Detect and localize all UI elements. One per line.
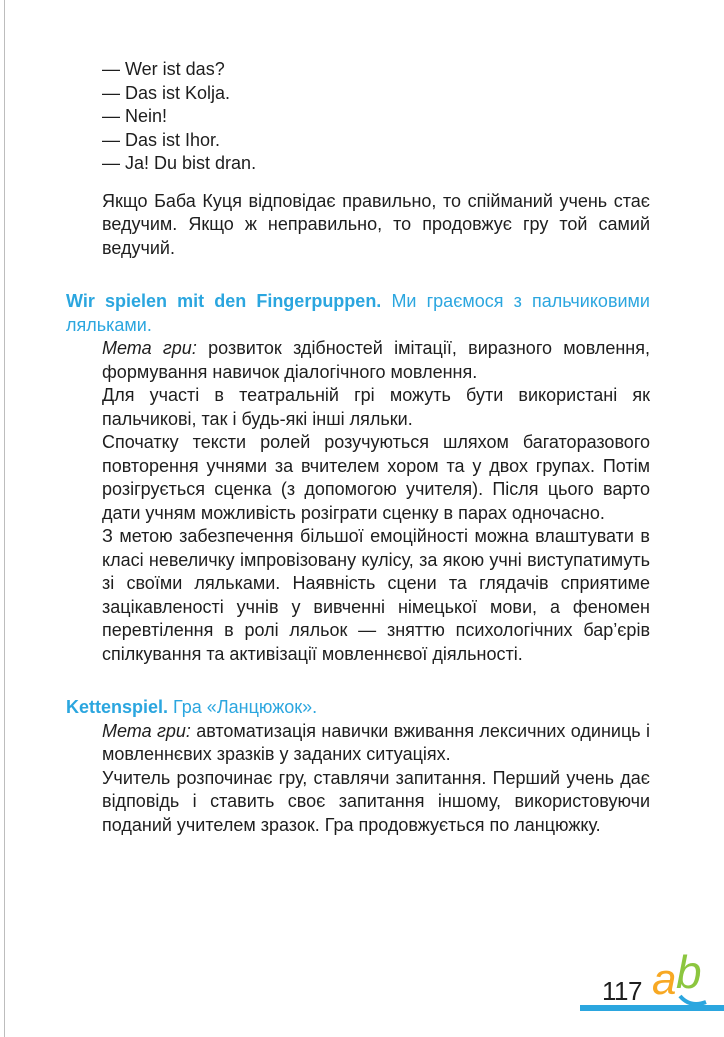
- section1-goal: [102, 337, 650, 384]
- section1-paragraph: З метою забезпечення більшої емоційності можна влаштувати в класі невеличку імпровізовану кулісу, за якою учні виступатимуть зі своїми ляльками. Наявність сцени та глядачів сприятиме зацікавленості учнів у вивченні німецької мови, а феномен перевтілення в ролі ляльок — зняттю психологічних бар’єрів спілкування та активізації мовленнєвої діяльності.: [102, 526, 650, 664]
- page-number: 117: [602, 976, 642, 1006]
- dialogue-line: — Wer ist das?: [102, 59, 225, 79]
- svg-text:a: a: [652, 955, 677, 1004]
- dialogue-line: — Das ist Ihor.: [102, 129, 221, 150]
- section1-heading: [66, 290, 650, 337]
- ab-logo-icon: [650, 946, 724, 1016]
- goal-text: автоматизація навички вживання лексичних одиниць і мовленнєвих зразків у заданих ситуаціях.: [102, 720, 650, 764]
- page-content: [66, 58, 650, 837]
- dialogue-line: — Ja! Du bist dran.: [102, 153, 257, 173]
- section1-paragraph: Спочатку тексти ролей розучуються шляхом багаторазового повторення учнями за вчителем хором та у двох групах. Потім розігрується сценка (з допомогою учителя). Після цього варто дати учням можливість розіграти сценку в парах одночасно.: [102, 432, 650, 523]
- section2-paragraph: Учитель розпочинає гру, ставлячи запитання. Перший учень дає відповідь і ставить своє запитання іншому, використовуючи поданий учителем зразок. Гра продовжується по ланцюжку.: [102, 767, 650, 835]
- dialogue-line: — Das ist Kolja.: [102, 82, 231, 103]
- goal-label: Мета гри:: [102, 720, 191, 741]
- section1-subtitle: Ми граємося з пальчиковими ляльками.: [66, 291, 650, 335]
- page-edge-line: [4, 0, 5, 1037]
- section1-title: Wir spielen mit den Fingerpuppen.: [66, 291, 382, 311]
- section2-goal: [102, 720, 650, 767]
- section1-paragraph: Для участі в театральній грі можуть бути використані як пальчикові, так і будь-які інші ляльки.: [102, 385, 650, 429]
- svg-text:b: b: [676, 946, 702, 998]
- dialogue-line: — Nein!: [102, 106, 168, 126]
- section2-subtitle: Гра «Ланцюжок».: [173, 697, 318, 717]
- section2-title: Kettenspiel.: [66, 697, 169, 717]
- intro-paragraph: Якщо Баба Куця відповідає правильно, то спійманий учень стає ведучим. Якщо ж неправильно, то продовжує гру той самий ведучий.: [102, 190, 650, 258]
- goal-label: Мета гри:: [102, 338, 197, 358]
- goal-text: розвиток здібностей імітації, виразного мовлення, формування навичок діалогічного мовлення.: [102, 338, 650, 382]
- section2-heading: [66, 696, 650, 720]
- dialogue-block: [102, 58, 650, 176]
